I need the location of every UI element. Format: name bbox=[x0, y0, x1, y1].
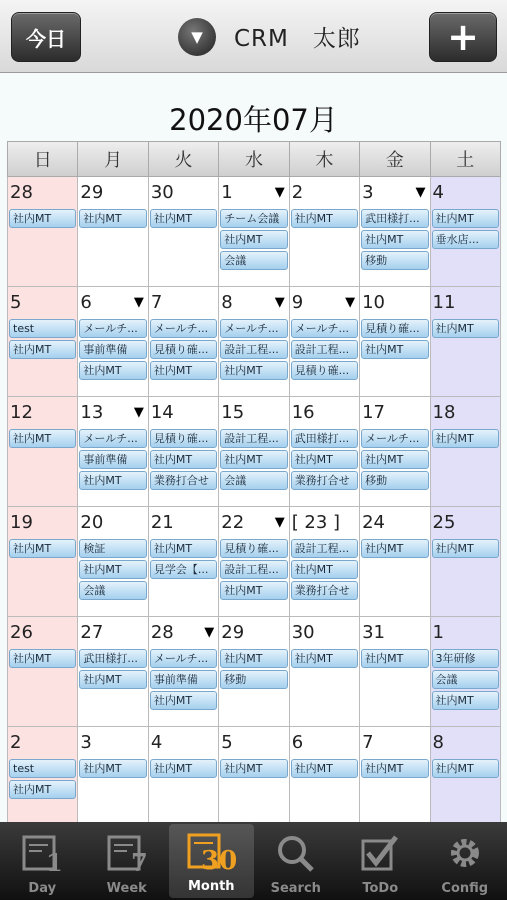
month-calendar-icon bbox=[185, 831, 237, 879]
bottom-tab-bar bbox=[0, 822, 507, 900]
day-number-text: 8 bbox=[432, 732, 444, 753]
tab-config[interactable] bbox=[423, 822, 507, 900]
day-cell[interactable] bbox=[78, 507, 148, 616]
event-chip[interactable]: 垂水店... bbox=[432, 230, 499, 249]
day-cell[interactable] bbox=[219, 397, 289, 506]
event-chip[interactable]: 業務打合せ bbox=[291, 471, 358, 490]
event-chip[interactable]: 社内MT bbox=[361, 450, 428, 469]
day-number bbox=[431, 397, 500, 429]
day-number-text: 12 bbox=[10, 402, 33, 423]
event-chip[interactable]: 社内MT bbox=[432, 539, 499, 558]
event-chip[interactable]: 設計工程... bbox=[220, 560, 287, 579]
day-number bbox=[431, 617, 500, 649]
day-cell[interactable] bbox=[360, 507, 430, 616]
day-calendar-icon bbox=[20, 833, 64, 881]
day-number bbox=[78, 177, 147, 209]
day-number-text: 31 bbox=[362, 622, 386, 643]
event-chip[interactable]: 社内MT bbox=[150, 450, 217, 469]
day-number-text: 7 bbox=[362, 732, 374, 753]
day-cell[interactable] bbox=[149, 287, 219, 396]
event-chip[interactable]: 社内MT bbox=[361, 539, 428, 558]
day-number bbox=[78, 397, 147, 429]
event-chip[interactable]: 武田様打... bbox=[79, 649, 146, 668]
tab-label: Config bbox=[441, 881, 489, 896]
day-cell[interactable] bbox=[8, 617, 78, 726]
week-row bbox=[7, 727, 501, 837]
event-chip[interactable]: 社内MT bbox=[9, 539, 76, 558]
event-chip[interactable]: 社内MT bbox=[9, 649, 76, 668]
day-number-text: 30 bbox=[291, 622, 315, 643]
today-button[interactable]: 今日 bbox=[11, 12, 81, 62]
day-number bbox=[149, 177, 218, 209]
event-chip[interactable]: 会議 bbox=[220, 251, 287, 270]
day-number bbox=[431, 727, 500, 759]
event-chip[interactable]: 検証 bbox=[79, 539, 146, 558]
day-cell[interactable] bbox=[431, 727, 501, 836]
user-dropdown-icon[interactable]: ▼ bbox=[178, 18, 216, 56]
day-number bbox=[8, 507, 77, 539]
event-chip[interactable]: 社内MT bbox=[220, 230, 287, 249]
event-chip[interactable]: 社内MT bbox=[432, 691, 499, 710]
day-number-text: 8 bbox=[221, 292, 233, 313]
day-cell[interactable] bbox=[431, 287, 501, 396]
event-chip[interactable]: 社内MT bbox=[79, 759, 146, 778]
day-cell[interactable] bbox=[360, 397, 430, 506]
more-events-icon[interactable]: ▼ bbox=[204, 625, 215, 640]
day-number bbox=[290, 507, 359, 539]
event-chip[interactable]: 社内MT bbox=[79, 471, 146, 490]
day-cell[interactable] bbox=[360, 287, 430, 396]
event-chip[interactable]: test bbox=[9, 759, 76, 778]
day-number bbox=[149, 617, 218, 649]
day-number-text: 10 bbox=[362, 292, 386, 313]
event-chip[interactable]: 業務打合せ bbox=[291, 581, 358, 600]
svg-text:7: 7 bbox=[130, 848, 148, 873]
day-number-text: 9 bbox=[291, 292, 304, 313]
svg-text:30: 30 bbox=[201, 846, 238, 871]
event-chip[interactable]: 見積り確... bbox=[150, 429, 217, 448]
day-number-text: [ 23 ] bbox=[291, 512, 341, 533]
day-cell[interactable] bbox=[8, 507, 78, 616]
user-name-label[interactable]: CRM 太郎 bbox=[234, 26, 361, 52]
day-number bbox=[290, 177, 359, 209]
day-cell[interactable] bbox=[290, 507, 360, 616]
day-number-text: 29 bbox=[221, 622, 245, 643]
event-chip[interactable]: 移動 bbox=[361, 251, 428, 270]
day-cell[interactable] bbox=[219, 507, 289, 616]
tab-label: Week bbox=[106, 881, 147, 896]
more-events-icon[interactable]: ▼ bbox=[345, 295, 356, 310]
event-chip[interactable]: 社内MT bbox=[9, 780, 76, 799]
day-cell[interactable] bbox=[149, 507, 219, 616]
day-cell[interactable] bbox=[8, 397, 78, 506]
more-events-icon[interactable]: ▼ bbox=[274, 295, 285, 310]
day-number-text: 21 bbox=[150, 512, 174, 533]
event-chip[interactable]: 社内MT bbox=[432, 429, 499, 448]
event-chip[interactable]: 社内MT bbox=[432, 759, 499, 778]
day-number-text: 11 bbox=[432, 292, 456, 313]
magnifier-icon bbox=[274, 833, 318, 881]
day-number bbox=[360, 177, 429, 209]
day-cell[interactable] bbox=[219, 727, 289, 836]
day-number-text: 29 bbox=[80, 182, 104, 203]
event-chip[interactable]: 社内MT bbox=[150, 691, 217, 710]
event-chip[interactable]: 社内MT bbox=[291, 450, 358, 469]
day-number-text: 15 bbox=[221, 402, 245, 423]
event-chip[interactable]: メールチ... bbox=[79, 429, 146, 448]
add-event-button[interactable]: + bbox=[429, 12, 497, 62]
week-row bbox=[7, 177, 501, 287]
day-cell[interactable] bbox=[78, 397, 148, 506]
day-number bbox=[8, 177, 77, 209]
day-number-text: 20 bbox=[80, 512, 104, 533]
event-chip[interactable]: メールチ... bbox=[150, 319, 217, 338]
day-number bbox=[360, 507, 429, 539]
more-events-icon[interactable]: ▼ bbox=[415, 185, 426, 200]
day-number bbox=[78, 507, 147, 539]
day-cell[interactable] bbox=[8, 727, 78, 836]
day-cell[interactable] bbox=[219, 177, 289, 286]
day-number-text: 6 bbox=[80, 292, 92, 313]
weekday-header bbox=[7, 141, 501, 177]
day-number bbox=[219, 397, 288, 429]
day-number bbox=[149, 287, 218, 319]
day-number-text: 16 bbox=[291, 402, 315, 423]
day-cell[interactable] bbox=[149, 397, 219, 506]
event-chip[interactable]: 社内MT bbox=[79, 560, 146, 579]
event-chip[interactable]: 社内MT bbox=[79, 209, 146, 228]
day-number-text: 2 bbox=[291, 182, 304, 203]
event-chip[interactable]: チーム会議 bbox=[220, 209, 287, 228]
event-chip[interactable]: 社内MT bbox=[432, 319, 499, 338]
day-number-text: 28 bbox=[150, 622, 174, 643]
day-number bbox=[360, 287, 429, 319]
event-chip[interactable]: 設計工程... bbox=[291, 539, 358, 558]
day-number bbox=[78, 727, 147, 759]
week-row bbox=[7, 617, 501, 727]
day-cell[interactable] bbox=[149, 617, 219, 726]
more-events-icon[interactable]: ▼ bbox=[133, 295, 144, 310]
day-cell[interactable] bbox=[8, 287, 78, 396]
day-number bbox=[360, 397, 429, 429]
day-number bbox=[8, 727, 77, 759]
day-number-text: 14 bbox=[150, 402, 174, 423]
day-number bbox=[431, 177, 500, 209]
day-number bbox=[78, 617, 147, 649]
svg-text:1: 1 bbox=[46, 848, 63, 873]
event-chip[interactable]: 事前準備 bbox=[150, 670, 217, 689]
day-number bbox=[219, 287, 288, 319]
tab-todo[interactable] bbox=[338, 822, 423, 900]
day-number bbox=[149, 507, 218, 539]
event-chip[interactable]: 社内MT bbox=[361, 759, 428, 778]
event-chip[interactable]: 設計工程... bbox=[291, 340, 358, 359]
event-chip[interactable]: 社内MT bbox=[291, 560, 358, 579]
day-number-text: 30 bbox=[150, 182, 174, 203]
event-chip[interactable]: 社内MT bbox=[220, 581, 287, 600]
weekday-label: 日 bbox=[8, 142, 78, 176]
tab-week[interactable] bbox=[85, 822, 170, 900]
gear-icon bbox=[443, 833, 487, 881]
day-cell[interactable] bbox=[8, 177, 78, 286]
event-chip[interactable]: 社内MT bbox=[220, 759, 287, 778]
event-chip[interactable]: 業務打合せ bbox=[150, 471, 217, 490]
tab-label: ToDo bbox=[362, 881, 399, 896]
day-cell[interactable] bbox=[290, 287, 360, 396]
event-chip[interactable]: メールチ... bbox=[220, 319, 287, 338]
event-chip[interactable]: 事前準備 bbox=[79, 340, 146, 359]
event-chip[interactable]: 社内MT bbox=[79, 670, 146, 689]
day-cell[interactable] bbox=[360, 177, 430, 286]
month-title: 2020年07月 bbox=[169, 103, 338, 137]
day-number-text: 6 bbox=[291, 732, 304, 753]
event-chip[interactable]: メールチ... bbox=[150, 649, 217, 668]
day-number bbox=[360, 617, 429, 649]
top-toolbar bbox=[0, 0, 507, 73]
day-number-text: 19 bbox=[10, 512, 33, 533]
event-chip[interactable]: 会議 bbox=[432, 670, 499, 689]
calendar-grid bbox=[7, 177, 501, 837]
day-number bbox=[290, 617, 359, 649]
day-number-text: 4 bbox=[432, 182, 444, 203]
event-chip[interactable]: 社内MT bbox=[9, 340, 76, 359]
week-row bbox=[7, 287, 501, 397]
weekday-label: 水 bbox=[219, 142, 289, 176]
day-number bbox=[431, 507, 500, 539]
day-number bbox=[290, 397, 359, 429]
day-number-text: 1 bbox=[221, 182, 233, 203]
day-number-text: 2 bbox=[10, 732, 22, 753]
event-chip[interactable]: メールチ... bbox=[79, 319, 146, 338]
day-number-text: 26 bbox=[10, 622, 33, 643]
day-cell[interactable] bbox=[78, 727, 148, 836]
day-number-text: 24 bbox=[362, 512, 386, 533]
day-number bbox=[290, 287, 359, 319]
event-chip[interactable]: 移動 bbox=[361, 471, 428, 490]
day-cell[interactable] bbox=[78, 177, 148, 286]
event-chip[interactable]: 設計工程... bbox=[220, 340, 287, 359]
day-cell[interactable] bbox=[219, 617, 289, 726]
event-chip[interactable]: 見積り確... bbox=[220, 539, 287, 558]
event-chip[interactable]: 社内MT bbox=[220, 649, 287, 668]
day-number bbox=[8, 397, 77, 429]
day-number bbox=[149, 397, 218, 429]
day-number bbox=[431, 287, 500, 319]
event-chip[interactable]: 見積り確... bbox=[150, 340, 217, 359]
event-chip[interactable]: 社内MT bbox=[79, 361, 146, 380]
day-number-text: 25 bbox=[432, 512, 456, 533]
day-number-text: 27 bbox=[80, 622, 104, 643]
day-cell[interactable] bbox=[78, 617, 148, 726]
day-cell[interactable] bbox=[431, 507, 501, 616]
event-chip[interactable]: 会議 bbox=[79, 581, 146, 600]
event-chip[interactable]: 武田様打... bbox=[361, 209, 428, 228]
day-number bbox=[219, 507, 288, 539]
day-cell[interactable] bbox=[149, 727, 219, 836]
day-number-text: 5 bbox=[221, 732, 233, 753]
day-cell[interactable] bbox=[431, 617, 501, 726]
day-number bbox=[219, 727, 288, 759]
day-cell[interactable] bbox=[290, 177, 360, 286]
event-chip[interactable]: test bbox=[9, 319, 76, 338]
tab-month[interactable] bbox=[169, 824, 254, 898]
day-number bbox=[8, 617, 77, 649]
event-chip[interactable]: 見積り確... bbox=[291, 361, 358, 380]
tab-search[interactable] bbox=[254, 822, 339, 900]
tab-label: Month bbox=[187, 879, 235, 894]
tab-label: Search bbox=[270, 881, 321, 896]
day-number-text: 1 bbox=[432, 622, 444, 643]
weekday-label: 金 bbox=[360, 142, 430, 176]
day-cell[interactable] bbox=[149, 177, 219, 286]
event-chip[interactable]: メールチ... bbox=[361, 429, 428, 448]
day-cell[interactable] bbox=[431, 397, 501, 506]
event-chip[interactable]: 社内MT bbox=[291, 209, 358, 228]
day-number-text: 5 bbox=[10, 292, 22, 313]
week-row bbox=[7, 397, 501, 507]
weekday-label: 土 bbox=[456, 150, 475, 171]
event-chip[interactable]: 社内MT bbox=[150, 209, 217, 228]
day-cell[interactable] bbox=[219, 287, 289, 396]
day-number-text: 28 bbox=[10, 182, 33, 203]
event-chip[interactable]: メールチ... bbox=[291, 319, 358, 338]
month-calendar bbox=[7, 141, 501, 837]
more-events-icon[interactable]: ▼ bbox=[274, 185, 285, 200]
event-chip[interactable]: 事前準備 bbox=[79, 450, 146, 469]
event-chip[interactable]: 社内MT bbox=[150, 539, 217, 558]
tab-day[interactable] bbox=[0, 822, 85, 900]
weekday-label: 火 bbox=[149, 142, 219, 176]
event-chip[interactable]: 社内MT bbox=[150, 759, 217, 778]
event-chip[interactable]: 会議 bbox=[220, 471, 287, 490]
day-cell[interactable] bbox=[360, 727, 430, 836]
day-number bbox=[78, 287, 147, 319]
event-chip[interactable]: 社内MT bbox=[361, 649, 428, 668]
day-cell[interactable] bbox=[78, 287, 148, 396]
tab-label: Day bbox=[28, 881, 57, 896]
event-chip[interactable]: 社内MT bbox=[150, 361, 217, 380]
day-number-text: 3 bbox=[80, 732, 92, 753]
event-chip[interactable]: 社内MT bbox=[9, 209, 76, 228]
day-number bbox=[8, 287, 77, 319]
event-chip[interactable]: 社内MT bbox=[291, 649, 358, 668]
more-events-icon[interactable]: ▼ bbox=[133, 405, 144, 420]
event-chip[interactable]: 見積り確... bbox=[361, 319, 428, 338]
event-chip[interactable]: 見学会【... bbox=[150, 560, 217, 579]
weekday-label: 木 bbox=[290, 142, 360, 176]
day-number-text: 3 bbox=[362, 182, 374, 203]
checkmark-icon bbox=[358, 833, 402, 881]
event-chip[interactable]: 社内MT bbox=[361, 230, 428, 249]
week-calendar-icon bbox=[105, 833, 149, 881]
day-number-text: 7 bbox=[150, 292, 163, 313]
day-number bbox=[149, 727, 218, 759]
week-row bbox=[7, 507, 501, 617]
day-number-text: 17 bbox=[362, 402, 386, 423]
event-chip[interactable]: 設計工程... bbox=[220, 429, 287, 448]
day-cell[interactable] bbox=[290, 617, 360, 726]
event-chip[interactable]: 3年研修 bbox=[432, 649, 499, 668]
day-number-text: 22 bbox=[221, 512, 245, 533]
day-number-text: 4 bbox=[150, 732, 163, 753]
event-chip[interactable]: 社内MT bbox=[220, 450, 287, 469]
event-chip[interactable]: 移動 bbox=[220, 670, 287, 689]
event-chip[interactable]: 社内MT bbox=[291, 759, 358, 778]
day-number bbox=[360, 727, 429, 759]
more-events-icon[interactable]: ▼ bbox=[274, 515, 285, 530]
event-chip[interactable]: 社内MT bbox=[361, 340, 428, 359]
event-chip[interactable]: 社内MT bbox=[9, 429, 76, 448]
day-number-text: 13 bbox=[80, 402, 104, 423]
day-cell[interactable] bbox=[360, 617, 430, 726]
day-number bbox=[290, 727, 359, 759]
day-cell[interactable] bbox=[290, 727, 360, 836]
day-cell[interactable] bbox=[431, 177, 501, 286]
day-number bbox=[219, 617, 288, 649]
day-number bbox=[219, 177, 288, 209]
event-chip[interactable]: 武田様打... bbox=[291, 429, 358, 448]
event-chip[interactable]: 社内MT bbox=[220, 361, 287, 380]
weekday-label: 月 bbox=[78, 142, 148, 176]
day-cell[interactable] bbox=[290, 397, 360, 506]
day-number-text: 18 bbox=[432, 402, 456, 423]
event-chip[interactable]: 社内MT bbox=[432, 209, 499, 228]
